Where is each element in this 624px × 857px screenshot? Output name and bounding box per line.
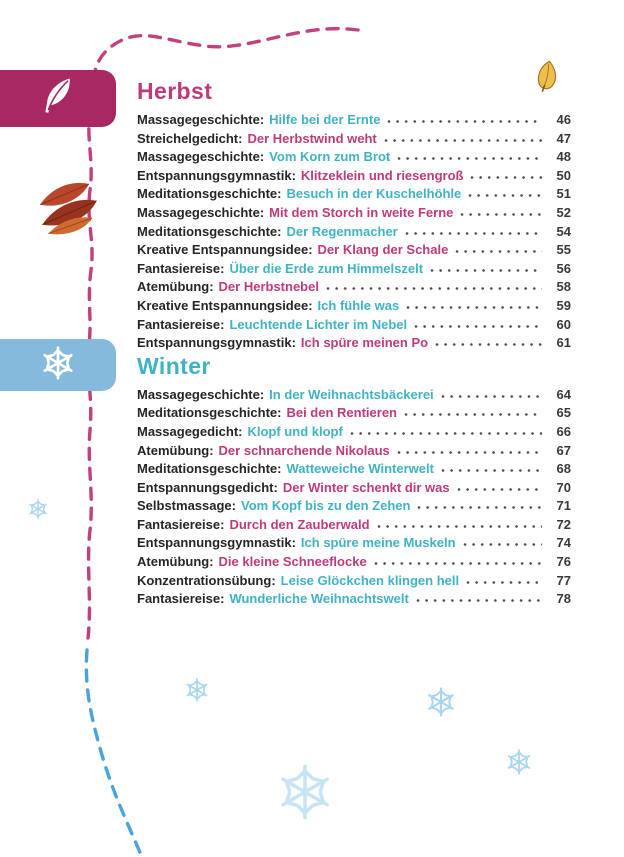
toc-entry[interactable]: [137, 386, 571, 405]
dotted-leader: [460, 212, 542, 217]
entry-category-label: Entspannungsgymnastik:: [137, 167, 296, 183]
entry-title: Ich fühle was: [317, 297, 400, 313]
dotted-leader: [417, 505, 542, 510]
entry-category-label: Massagegedicht:: [137, 423, 243, 439]
toc-entry[interactable]: [137, 534, 571, 553]
entry-category-label: Entspannungsgymnastik:: [137, 335, 296, 351]
entry-page-number: 50: [556, 167, 571, 183]
toc-entry[interactable]: [137, 516, 571, 535]
entry-category-label: Meditationsgeschichte:: [137, 405, 282, 421]
snowflake-icon: [40, 345, 76, 386]
entry-page-number: 64: [556, 386, 571, 402]
section-winter: [137, 352, 571, 609]
toc-entry[interactable]: [137, 590, 571, 609]
entry-page-number: 65: [556, 405, 571, 421]
entry-title: Der Herbstwind weht: [247, 130, 377, 146]
entry-page-number: 67: [556, 442, 571, 458]
entry-page-number: 59: [556, 297, 571, 313]
entry-page-number: 54: [556, 223, 571, 239]
entry-page-number: 55: [556, 242, 571, 258]
dotted-leader: [384, 138, 542, 143]
dotted-leader: [441, 468, 542, 473]
toc-entry[interactable]: [137, 278, 571, 297]
dotted-leader: [404, 412, 542, 417]
table-of-contents: [137, 80, 571, 609]
entry-category-label: Meditationsgeschichte:: [137, 461, 282, 477]
toc-entry[interactable]: [137, 553, 571, 572]
entry-title: Klopf und klopf: [247, 423, 343, 439]
toc-entry[interactable]: [137, 423, 571, 442]
entry-category-label: Fantasiereise:: [137, 260, 225, 276]
toc-entry[interactable]: [137, 479, 571, 498]
entry-title: Durch den Zauberwald: [229, 516, 370, 532]
dotted-leader: [397, 156, 542, 161]
entry-page-number: 46: [556, 112, 571, 127]
entry-page-number: 47: [556, 130, 571, 146]
dotted-leader: [405, 231, 542, 236]
toc-entry[interactable]: [137, 442, 571, 461]
dotted-leader: [435, 342, 542, 347]
entry-page-number: 66: [556, 423, 571, 439]
entry-category-label: Konzentrationsübung:: [137, 572, 276, 588]
snowflake-icon: [507, 750, 531, 774]
entry-page-number: 74: [556, 535, 571, 551]
dotted-leader: [463, 542, 542, 547]
section-entries: [137, 386, 571, 609]
entry-category-label: Fantasiereise:: [137, 591, 225, 607]
dotted-leader: [414, 324, 542, 329]
toc-entry[interactable]: [137, 260, 571, 279]
entry-title: Bei den Rentieren: [286, 405, 397, 421]
entry-page-number: 76: [556, 554, 571, 570]
entry-title: Leise Glöckchen klingen hell: [280, 572, 460, 588]
entry-page-number: 58: [556, 279, 571, 295]
dotted-leader: [350, 431, 542, 436]
entry-page-number: 77: [556, 572, 571, 588]
entry-category-label: Atemübung:: [137, 554, 214, 570]
dotted-leader: [387, 119, 542, 124]
entry-page-number: 78: [556, 591, 571, 607]
dotted-leader: [466, 580, 542, 585]
toc-entry[interactable]: [137, 297, 571, 316]
entry-title: Mit dem Storch in weite Ferne: [269, 204, 454, 220]
entry-category-label: Atemübung:: [137, 279, 214, 295]
dotted-leader: [441, 394, 542, 399]
entry-page-number: 60: [556, 316, 571, 332]
toc-entry[interactable]: [137, 497, 571, 516]
entry-page-number: 48: [556, 149, 571, 165]
entry-category-label: Entspannungsgedicht:: [137, 479, 278, 495]
entry-title: Der schnarchende Nikolaus: [218, 442, 390, 458]
snowflake-icon: [280, 767, 331, 818]
snowflake-icon: [427, 688, 454, 715]
snowflake-icon: [186, 679, 208, 701]
feather-icon: [35, 73, 81, 123]
entry-title: In der Weihnachtsbäckerei: [269, 386, 434, 402]
entry-title: Der Klang der Schale: [317, 242, 449, 258]
dotted-leader: [457, 487, 542, 492]
entry-title: Ich spüre meinen Po: [300, 335, 429, 351]
entry-page-number: 52: [556, 204, 571, 220]
entry-category-label: Massagegeschichte:: [137, 204, 265, 220]
toc-entry[interactable]: [137, 167, 571, 186]
entry-page-number: 68: [556, 461, 571, 477]
entry-title: Vom Korn zum Brot: [269, 149, 391, 165]
entry-category-label: Streichelgedicht:: [137, 130, 243, 146]
entry-title: Über die Erde zum Himmelszelt: [229, 260, 424, 276]
dashed-line-winter: [86, 650, 142, 857]
section-herbst: [137, 80, 571, 353]
entry-category-label: Fantasiereise:: [137, 316, 225, 332]
dotted-leader: [455, 249, 542, 254]
entry-page-number: 56: [556, 260, 571, 276]
entry-title: Watteweiche Winterwelt: [286, 461, 434, 477]
entry-category-label: Meditationsgeschichte:: [137, 223, 282, 239]
herbst-section-tab[interactable]: [0, 70, 116, 127]
toc-entry[interactable]: [137, 404, 571, 423]
entry-title: Der Winter schenkt dir was: [282, 479, 450, 495]
dotted-leader: [377, 524, 542, 529]
entry-page-number: 70: [556, 479, 571, 495]
toc-entry[interactable]: [137, 111, 571, 130]
toc-entry[interactable]: [137, 130, 571, 149]
entry-category-label: Meditationsgeschichte:: [137, 186, 282, 202]
toc-entry[interactable]: [137, 241, 571, 260]
entry-page-number: 72: [556, 516, 571, 532]
dotted-leader: [430, 268, 542, 273]
entry-category-label: Entspannungsgymnastik:: [137, 535, 296, 551]
entry-page-number: 71: [556, 498, 571, 514]
entry-page-number: 51: [556, 186, 571, 202]
entry-category-label: Fantasiereise:: [137, 516, 225, 532]
section-title-herbst: Herbst: [137, 78, 213, 104]
entry-category-label: Massagegeschichte:: [137, 112, 265, 127]
winter-section-tab[interactable]: [0, 339, 116, 391]
entry-title: Der Herbstnebel: [218, 279, 319, 295]
autumn-leaves-icon: [26, 172, 110, 249]
entry-category-label: Selbstmassage:: [137, 498, 236, 514]
section-title-winter: Winter: [137, 352, 211, 379]
dotted-leader: [406, 305, 542, 310]
entry-title: Vom Kopf bis zu den Zehen: [241, 498, 411, 514]
entry-title: Klitzeklein und riesengroß: [300, 167, 464, 183]
toc-entry[interactable]: [137, 460, 571, 479]
dotted-leader: [397, 450, 542, 455]
dotted-leader: [416, 598, 542, 603]
toc-entry[interactable]: [137, 185, 571, 204]
toc-entry[interactable]: [137, 223, 571, 242]
dotted-leader: [326, 286, 542, 291]
toc-entry[interactable]: [137, 334, 571, 353]
toc-entry[interactable]: [137, 204, 571, 223]
section-entries: [137, 111, 571, 353]
entry-category-label: Kreative Entspannungsidee:: [137, 297, 313, 313]
entry-category-label: Kreative Entspannungsidee:: [137, 242, 313, 258]
toc-entry[interactable]: [137, 572, 571, 591]
entry-page-number: 61: [556, 335, 571, 351]
entry-title: Besuch in der Kuschelhöhle: [286, 186, 462, 202]
dotted-leader: [468, 193, 542, 198]
dotted-leader: [374, 561, 542, 566]
entry-title: Wunderliche Weihnachtswelt: [229, 591, 409, 607]
dotted-leader: [470, 175, 542, 180]
entry-title: Leuchtende Lichter im Nebel: [229, 316, 408, 332]
entry-title: Ich spüre meine Muskeln: [300, 535, 456, 551]
entry-title: Die kleine Schneeflocke: [218, 554, 367, 570]
entry-title: Der Regenmacher: [286, 223, 398, 239]
toc-entry[interactable]: [137, 148, 571, 167]
entry-category-label: Massagegeschichte:: [137, 149, 265, 165]
toc-entry[interactable]: [137, 316, 571, 335]
snowflake-icon: [29, 500, 48, 519]
entry-category-label: Massagegeschichte:: [137, 386, 265, 402]
entry-title: Hilfe bei der Ernte: [269, 112, 381, 127]
entry-category-label: Atemübung:: [137, 442, 214, 458]
